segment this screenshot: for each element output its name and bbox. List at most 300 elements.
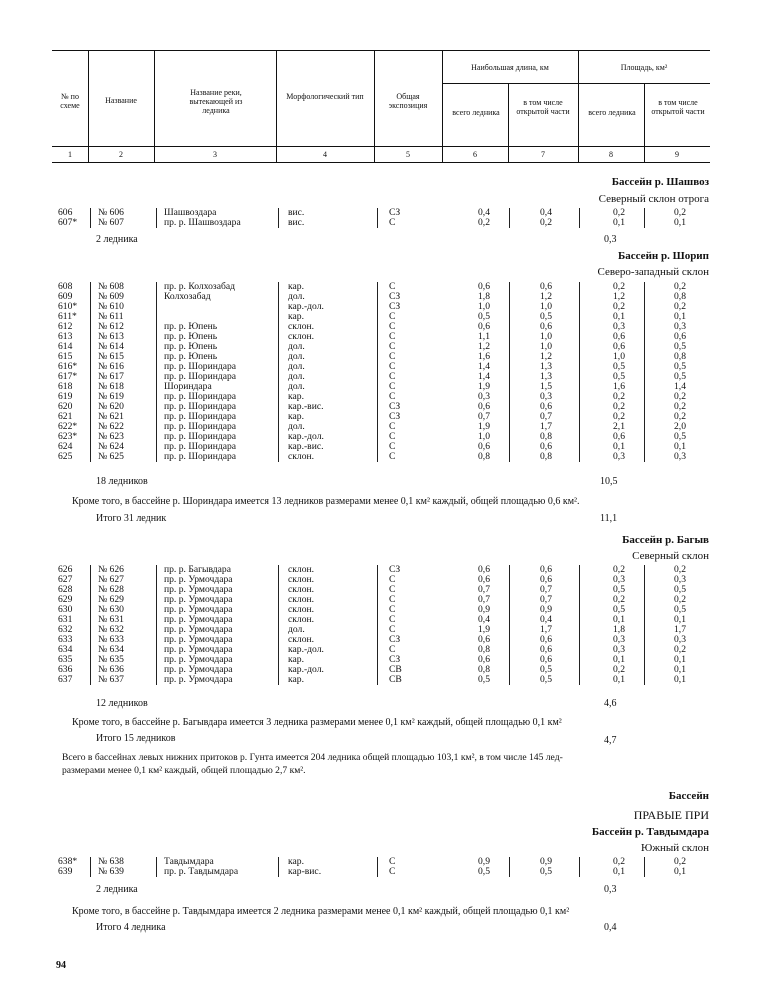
- cell-length-total: 1,9: [478, 421, 490, 432]
- cell-glacier-name: № 637: [98, 674, 124, 685]
- column-rule: [644, 208, 645, 228]
- cell-length-open: 0,7: [540, 594, 552, 605]
- tavdymdara-title: Бассейн р. Тавдымдара: [591, 826, 709, 838]
- cell-area-total: 0,2: [613, 594, 625, 605]
- cell-glacier-name: № 629: [98, 594, 124, 605]
- cell-row-number: 634: [58, 644, 73, 655]
- cell-morph-type: дол.: [288, 341, 305, 352]
- cell-river-name: пр. р. Юпень: [164, 321, 218, 332]
- cell-length-total: 0,6: [478, 441, 490, 452]
- header-num-7: 7: [541, 150, 545, 159]
- cell-length-open: 0,5: [540, 664, 552, 675]
- cell-river-name: пр. р. Шашвоздара: [164, 217, 241, 228]
- column-rule: [156, 282, 157, 462]
- cell-row-number: 632: [58, 624, 73, 635]
- cell-area-open: 0,6: [674, 331, 686, 342]
- header-num-9: 9: [675, 150, 679, 159]
- cell-row-number: 609: [58, 291, 73, 302]
- cell-morph-type: дол.: [288, 351, 305, 362]
- cell-area-total: 0,3: [613, 634, 625, 645]
- cell-exposure: СЗ: [389, 654, 401, 665]
- column-rule: [579, 208, 580, 228]
- bagyv-count: 12 ледников: [96, 698, 148, 709]
- bagyv-total: 4,6: [604, 698, 617, 709]
- shorip-group: [0, 282, 761, 462]
- cell-morph-type: дол.: [288, 371, 305, 382]
- cell-length-open: 0,6: [540, 564, 552, 575]
- cell-river-name: пр. р. Урмочдара: [164, 664, 233, 675]
- cell-length-total: 1,0: [478, 431, 490, 442]
- bagyv-itogo-value: 4,7: [604, 735, 617, 746]
- cell-morph-type: дол.: [288, 624, 305, 635]
- cell-exposure: С: [389, 311, 396, 322]
- table-row: [0, 675, 761, 685]
- cell-river-name: Тавдымдара: [164, 856, 214, 867]
- cell-morph-type: вис.: [288, 207, 305, 218]
- cell-glacier-name: № 608: [98, 281, 124, 292]
- right-tributaries-heading: ПРАВЫЕ ПРИ: [633, 808, 709, 822]
- cell-length-open: 1,3: [540, 361, 552, 372]
- header-col-area-open: в том числе открытой части: [651, 98, 705, 116]
- cell-exposure: С: [389, 431, 396, 442]
- cell-row-number: 616*: [58, 361, 78, 372]
- cell-length-open: 1,2: [540, 351, 552, 362]
- shorip-title: Бассейн р. Шорип: [618, 250, 709, 262]
- cell-river-name: пр. р. Урмочдара: [164, 634, 233, 645]
- cell-row-number: 606: [58, 207, 73, 218]
- cell-length-total: 0,8: [478, 644, 490, 655]
- cell-area-open: 0,1: [674, 664, 686, 675]
- cell-area-open: 0,2: [674, 301, 686, 312]
- cell-row-number: 623*: [58, 431, 78, 442]
- cell-river-name: пр. р. Урмочдара: [164, 674, 233, 685]
- cell-area-total: 0,2: [613, 281, 625, 292]
- cell-river-name: пр. р. Урмочдара: [164, 624, 233, 635]
- cell-glacier-name: № 638: [98, 856, 124, 867]
- column-rule: [509, 208, 510, 228]
- cell-exposure: СЗ: [389, 411, 401, 422]
- header-col-length-open: в том числе открытой части: [516, 98, 570, 116]
- header-col-name: Название: [105, 96, 137, 105]
- cell-length-total: 0,3: [478, 391, 490, 402]
- cell-exposure: С: [389, 371, 396, 382]
- cell-area-open: 0,5: [674, 604, 686, 615]
- cell-area-open: 1,4: [674, 381, 686, 392]
- column-rule: [278, 208, 279, 228]
- cell-area-total: 0,1: [613, 866, 625, 877]
- cell-area-total: 0,6: [613, 341, 625, 352]
- cell-length-total: 0,6: [478, 281, 490, 292]
- cell-glacier-name: № 633: [98, 634, 124, 645]
- cell-area-total: 0,5: [613, 361, 625, 372]
- cell-length-total: 0,4: [478, 614, 490, 625]
- cell-length-open: 0,8: [540, 451, 552, 462]
- cell-length-total: 0,9: [478, 604, 490, 615]
- cell-river-name: пр. р. Шориндара: [164, 361, 237, 372]
- cell-row-number: 627: [58, 574, 73, 585]
- cell-glacier-name: № 611: [98, 311, 124, 322]
- cell-glacier-name: № 632: [98, 624, 124, 635]
- header-col-length-total: всего ледника: [452, 108, 500, 117]
- cell-length-total: 0,7: [478, 584, 490, 595]
- column-rule: [377, 282, 378, 462]
- table-row: [0, 452, 761, 462]
- header-col-number: № по схеме: [60, 92, 80, 110]
- cell-exposure: С: [389, 856, 396, 867]
- cell-row-number: 618: [58, 381, 73, 392]
- cell-morph-type: склон.: [288, 614, 315, 625]
- cell-glacier-name: № 617: [98, 371, 124, 382]
- cell-area-total: 0,2: [613, 664, 625, 675]
- cell-length-open: 0,6: [540, 401, 552, 412]
- cell-length-total: 0,6: [478, 634, 490, 645]
- cell-river-name: пр. р. Тавдымдара: [164, 866, 239, 877]
- cell-morph-type: склон.: [288, 564, 315, 575]
- cell-length-total: 1,1: [478, 331, 490, 342]
- cell-area-open: 0,3: [674, 321, 686, 332]
- shashvoz-count: 2 ледника: [96, 234, 138, 245]
- cell-glacier-name: № 615: [98, 351, 124, 362]
- cell-area-total: 0,6: [613, 331, 625, 342]
- tavdymdara-itogo-value: 0,4: [604, 922, 617, 933]
- cell-length-total: 0,6: [478, 564, 490, 575]
- shorip-count: 18 ледников: [96, 476, 148, 487]
- cell-exposure: С: [389, 421, 396, 432]
- cell-area-total: 0,5: [613, 584, 625, 595]
- cell-length-open: 0,6: [540, 644, 552, 655]
- column-rule: [579, 565, 580, 685]
- cell-morph-type: дол.: [288, 381, 305, 392]
- cell-glacier-name: № 620: [98, 401, 124, 412]
- tavdymdara-itogo: Итого 4 ледника: [96, 922, 166, 933]
- cell-row-number: 633: [58, 634, 73, 645]
- cell-glacier-name: № 634: [98, 644, 124, 655]
- cell-glacier-name: № 624: [98, 441, 124, 452]
- header-num-3: 3: [213, 150, 217, 159]
- shashvoz-title: Бассейн р. Шашвоз: [611, 176, 709, 188]
- cell-river-name: Колхозабад: [164, 291, 211, 302]
- cell-exposure: СВ: [389, 664, 402, 675]
- cell-length-open: 1,3: [540, 371, 552, 382]
- cell-length-total: 0,6: [478, 574, 490, 585]
- cell-exposure: СЗ: [389, 291, 401, 302]
- cell-river-name: пр. р. Шориндара: [164, 451, 237, 462]
- cell-river-name: пр. р. Урмочдара: [164, 614, 233, 625]
- cell-area-open: 0,5: [674, 431, 686, 442]
- column-rule: [509, 857, 510, 877]
- cell-area-total: 0,1: [613, 311, 625, 322]
- cell-length-total: 0,4: [478, 207, 490, 218]
- cell-morph-type: склон.: [288, 634, 315, 645]
- column-rule: [377, 857, 378, 877]
- cell-exposure: СЗ: [389, 207, 401, 218]
- column-rule: [509, 282, 510, 462]
- cell-area-total: 0,2: [613, 411, 625, 422]
- cell-exposure: С: [389, 644, 396, 655]
- header-col-river: Название реки, вытекающей из ледника: [189, 88, 243, 115]
- cell-exposure: С: [389, 604, 396, 615]
- cell-morph-type: кар.-вис.: [288, 441, 324, 452]
- column-rule: [90, 208, 91, 228]
- cell-exposure: С: [389, 391, 396, 402]
- cell-area-total: 0,2: [613, 856, 625, 867]
- cell-glacier-name: № 635: [98, 654, 124, 665]
- cell-length-total: 0,5: [478, 311, 490, 322]
- cell-length-open: 0,9: [540, 856, 552, 867]
- cell-exposure: С: [389, 331, 396, 342]
- page-number: 94: [56, 960, 66, 971]
- cell-area-open: 1,7: [674, 624, 686, 635]
- cell-river-name: Шориндара: [164, 381, 212, 392]
- column-rule: [377, 208, 378, 228]
- cell-morph-type: кар.: [288, 856, 304, 867]
- header-num-1: 1: [68, 150, 72, 159]
- cell-row-number: 612: [58, 321, 73, 332]
- table-row: [0, 218, 761, 228]
- cell-glacier-name: № 628: [98, 584, 124, 595]
- cell-length-total: 0,5: [478, 674, 490, 685]
- cell-river-name: пр. р. Шориндара: [164, 421, 237, 432]
- cell-exposure: С: [389, 584, 396, 595]
- cell-area-open: 0,1: [674, 441, 686, 452]
- cell-river-name: пр. р. Юпень: [164, 351, 218, 362]
- header-col-morph: Морфологический тип: [286, 92, 364, 101]
- cell-morph-type: кар.-дол.: [288, 664, 324, 675]
- cell-length-open: 0,6: [540, 281, 552, 292]
- cell-length-total: 1,6: [478, 351, 490, 362]
- cell-area-total: 0,3: [613, 321, 625, 332]
- cell-row-number: 614: [58, 341, 73, 352]
- table-row: [0, 867, 761, 877]
- cell-length-open: 0,4: [540, 207, 552, 218]
- cell-length-open: 0,7: [540, 411, 552, 422]
- cell-row-number: 635: [58, 654, 73, 665]
- cell-row-number: 610*: [58, 301, 78, 312]
- cell-morph-type: кар.: [288, 654, 304, 665]
- cell-row-number: 621: [58, 411, 73, 422]
- column-rule: [156, 857, 157, 877]
- cell-area-total: 0,2: [613, 401, 625, 412]
- cell-area-total: 0,2: [613, 301, 625, 312]
- cell-area-total: 0,1: [613, 441, 625, 452]
- cell-exposure: СЗ: [389, 401, 401, 412]
- cell-morph-type: склон.: [288, 594, 315, 605]
- cell-length-open: 0,5: [540, 866, 552, 877]
- cell-exposure: С: [389, 624, 396, 635]
- cell-area-total: 0,2: [613, 391, 625, 402]
- cell-length-open: 0,5: [540, 311, 552, 322]
- cell-morph-type: склон.: [288, 321, 315, 332]
- header-group-length: Наибольшая длина, км: [471, 63, 549, 72]
- cell-glacier-name: № 607: [98, 217, 124, 228]
- cell-glacier-name: № 636: [98, 664, 124, 675]
- cell-length-open: 1,0: [540, 341, 552, 352]
- cell-area-total: 0,3: [613, 644, 625, 655]
- cell-morph-type: склон.: [288, 451, 315, 462]
- cell-row-number: 608: [58, 281, 73, 292]
- cell-morph-type: склон.: [288, 574, 315, 585]
- cell-river-name: пр. р. Юпень: [164, 331, 218, 342]
- cell-row-number: 615: [58, 351, 73, 362]
- cell-length-total: 1,9: [478, 381, 490, 392]
- cell-row-number: 622*: [58, 421, 78, 432]
- column-rule: [579, 857, 580, 877]
- cell-row-number: 625: [58, 451, 73, 462]
- cell-area-total: 0,2: [613, 564, 625, 575]
- cell-row-number: 620: [58, 401, 73, 412]
- cell-glacier-name: № 626: [98, 564, 124, 575]
- header-col-area-total: всего ледника: [588, 108, 636, 117]
- cell-area-open: 0,8: [674, 351, 686, 362]
- cell-area-open: 0,1: [674, 217, 686, 228]
- cell-exposure: С: [389, 441, 396, 452]
- cell-exposure: С: [389, 341, 396, 352]
- cell-area-total: 0,1: [613, 217, 625, 228]
- cell-exposure: С: [389, 866, 396, 877]
- cell-length-total: 0,8: [478, 664, 490, 675]
- column-rule: [644, 282, 645, 462]
- column-rule: [644, 565, 645, 685]
- cell-glacier-name: № 621: [98, 411, 124, 422]
- cell-row-number: 628: [58, 584, 73, 595]
- cell-length-total: 1,9: [478, 624, 490, 635]
- column-rule: [509, 565, 510, 685]
- column-rule: [90, 282, 91, 462]
- cell-exposure: С: [389, 281, 396, 292]
- cell-glacier-name: № 623: [98, 431, 124, 442]
- cell-river-name: пр. р. Урмочдара: [164, 654, 233, 665]
- cell-exposure: СВ: [389, 674, 402, 685]
- bagyv-subtitle: Северный склон: [632, 550, 709, 562]
- column-rule: [90, 857, 91, 877]
- cell-area-total: 0,1: [613, 674, 625, 685]
- cell-length-open: 1,7: [540, 624, 552, 635]
- column-rule: [156, 565, 157, 685]
- cell-exposure: СЗ: [389, 564, 401, 575]
- cell-morph-type: кар.-дол.: [288, 301, 324, 312]
- cell-morph-type: кар.: [288, 411, 304, 422]
- cell-river-name: пр. р. Урмочдара: [164, 594, 233, 605]
- cell-glacier-name: № 625: [98, 451, 124, 462]
- summary-line-2: размерами менее 0,1 км² каждый, общей площадью 2,7 км².: [62, 765, 306, 776]
- tavdymdara-total: 0,3: [604, 884, 617, 895]
- cell-glacier-name: № 616: [98, 361, 124, 372]
- cell-length-open: 0,6: [540, 321, 552, 332]
- cell-length-open: 1,0: [540, 331, 552, 342]
- header-group-area: Площадь, км²: [620, 63, 668, 72]
- cell-area-total: 0,3: [613, 574, 625, 585]
- cell-row-number: 630: [58, 604, 73, 615]
- cell-length-open: 1,0: [540, 301, 552, 312]
- cell-length-total: 1,4: [478, 361, 490, 372]
- cell-area-total: 2,1: [613, 421, 625, 432]
- bagyv-title: Бассейн р. Багыв: [622, 534, 709, 546]
- cell-river-name: пр. р. Колхозабад: [164, 281, 235, 292]
- cell-morph-type: кар.: [288, 311, 304, 322]
- cell-length-total: 0,7: [478, 594, 490, 605]
- cell-area-open: 0,3: [674, 574, 686, 585]
- cell-exposure: С: [389, 381, 396, 392]
- header-num-8: 8: [609, 150, 613, 159]
- cell-river-name: пр. р. Шориндара: [164, 411, 237, 422]
- cell-glacier-name: № 622: [98, 421, 124, 432]
- cell-length-total: 0,5: [478, 866, 490, 877]
- cell-river-name: пр. р. Шориндара: [164, 391, 237, 402]
- shashvoz-total: 0,3: [604, 234, 617, 245]
- cell-area-open: 0,3: [674, 451, 686, 462]
- cell-morph-type: кар.-дол.: [288, 644, 324, 655]
- cell-morph-type: вис.: [288, 217, 305, 228]
- cell-area-open: 0,1: [674, 654, 686, 665]
- cell-glacier-name: № 609: [98, 291, 124, 302]
- cell-area-total: 1,6: [613, 381, 625, 392]
- tavdymdara-count: 2 ледника: [96, 884, 138, 895]
- cell-row-number: 638*: [58, 856, 78, 867]
- cell-river-name: пр. р. Урмочдара: [164, 574, 233, 585]
- column-rule: [579, 282, 580, 462]
- cell-morph-type: кар.: [288, 391, 304, 402]
- cell-river-name: пр. р. Урмочдара: [164, 644, 233, 655]
- cell-glacier-name: № 610: [98, 301, 124, 312]
- cell-glacier-name: № 614: [98, 341, 124, 352]
- cell-glacier-name: № 630: [98, 604, 124, 615]
- cell-glacier-name: № 619: [98, 391, 124, 402]
- cell-river-name: пр. р. Шориндара: [164, 371, 237, 382]
- cell-morph-type: кар.-вис.: [288, 401, 324, 412]
- cell-area-total: 1,2: [613, 291, 625, 302]
- cell-area-open: 0,8: [674, 291, 686, 302]
- cell-glacier-name: № 606: [98, 207, 124, 218]
- column-rule: [90, 565, 91, 685]
- summary-line-1: Всего в бассейнах левых нижних притоков р. Гунта имеется 204 ледника общей площадью 103,1 км², в том числе 145 лед-: [62, 752, 563, 763]
- cell-area-open: 2,0: [674, 421, 686, 432]
- cell-exposure: С: [389, 217, 396, 228]
- cell-morph-type: склон.: [288, 604, 315, 615]
- cell-area-open: 0,2: [674, 856, 686, 867]
- tavdymdara-note: Кроме того, в бассейне р. Тавдымдара имеется 2 ледника размерами менее 0,1 км² каждый, общей площадью 0,1 км²: [72, 906, 570, 917]
- shorip-note: Кроме того, в бассейне р. Шориндара имеется 13 ледников размерами менее 0,1 км² каждый, общей площадью 0,6 км².: [72, 496, 580, 507]
- cell-exposure: С: [389, 361, 396, 372]
- cell-row-number: 626: [58, 564, 73, 575]
- cell-row-number: 631: [58, 614, 73, 625]
- shashvoz-subtitle: Северный склон отрога: [598, 193, 709, 205]
- cell-exposure: С: [389, 614, 396, 625]
- cell-area-open: 0,2: [674, 644, 686, 655]
- cell-length-total: 1,4: [478, 371, 490, 382]
- header-num-4: 4: [323, 150, 327, 159]
- cell-glacier-name: № 631: [98, 614, 124, 625]
- header-num-5: 5: [406, 150, 410, 159]
- cell-row-number: 613: [58, 331, 73, 342]
- cell-river-name: пр. р. Шориндара: [164, 441, 237, 452]
- cell-morph-type: дол.: [288, 361, 305, 372]
- cell-area-open: 0,5: [674, 584, 686, 595]
- shorip-itogo: Итого 31 ледник: [96, 513, 167, 524]
- cell-length-open: 1,7: [540, 421, 552, 432]
- cell-length-open: 0,2: [540, 217, 552, 228]
- cell-morph-type: кар.-дол.: [288, 431, 324, 442]
- cell-area-open: 0,5: [674, 371, 686, 382]
- cell-area-total: 1,0: [613, 351, 625, 362]
- cell-row-number: 639: [58, 866, 73, 877]
- cell-exposure: С: [389, 594, 396, 605]
- cell-length-open: 0,6: [540, 634, 552, 645]
- cell-area-total: 0,5: [613, 371, 625, 382]
- cell-row-number: 636: [58, 664, 73, 675]
- cell-length-total: 1,8: [478, 291, 490, 302]
- cell-glacier-name: № 618: [98, 381, 124, 392]
- bagyv-itogo: Итого 15 ледников: [96, 733, 176, 744]
